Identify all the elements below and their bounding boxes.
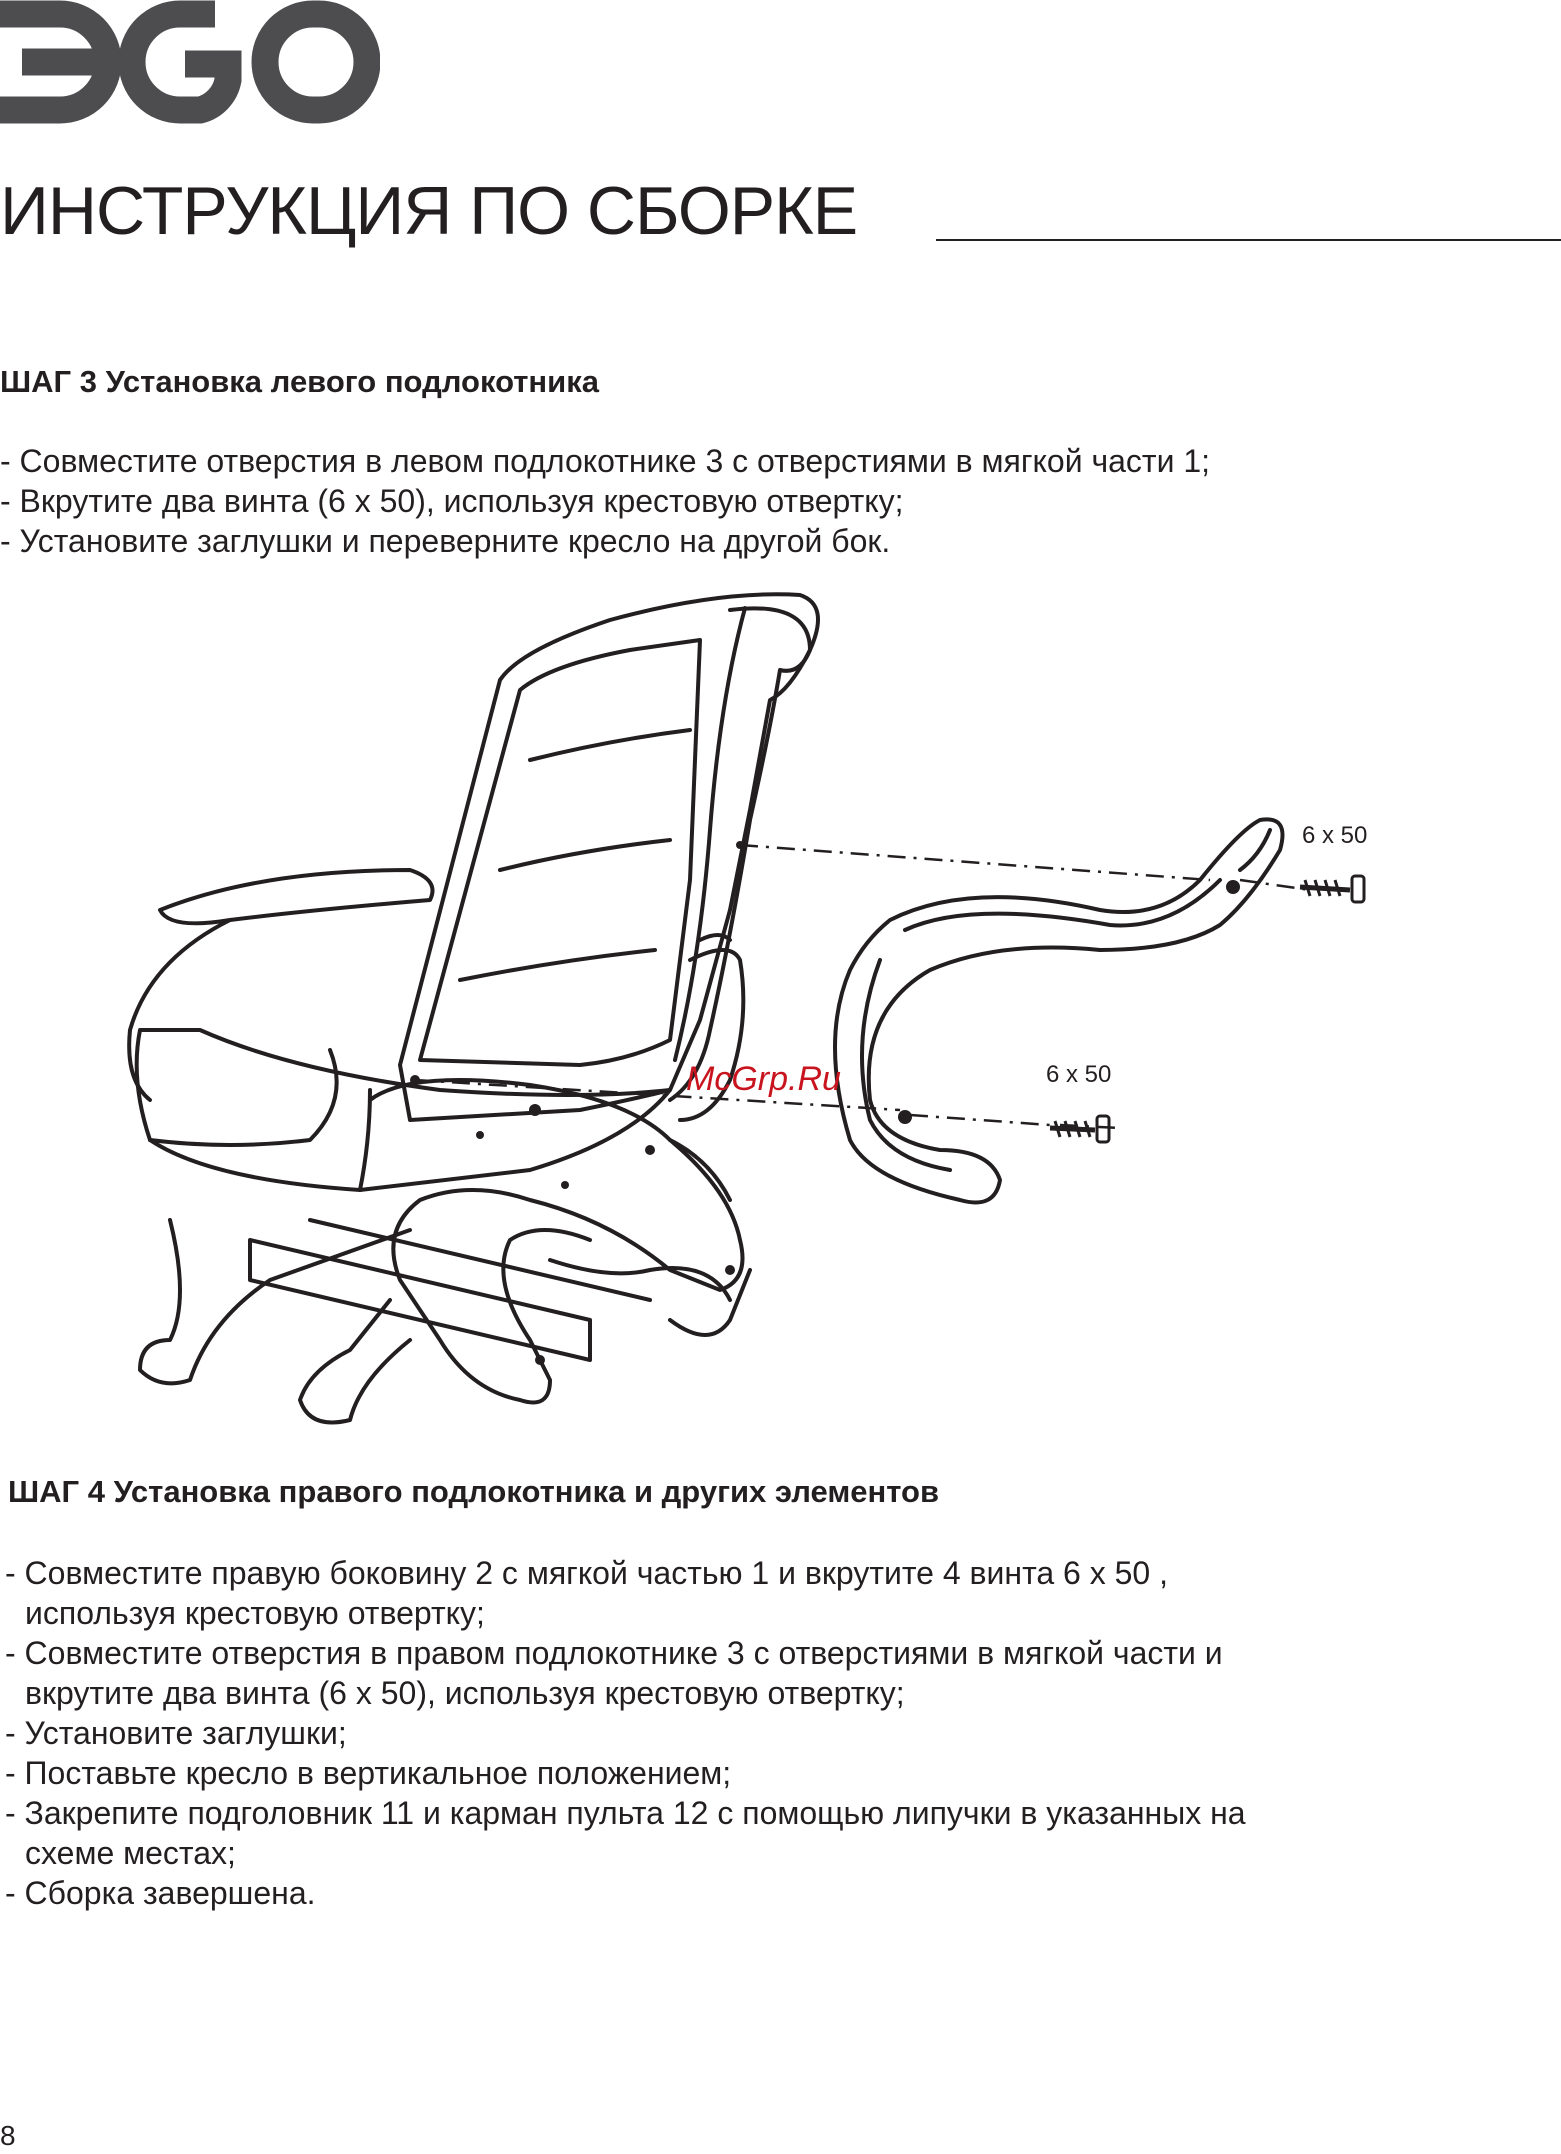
screw-top (1300, 876, 1364, 902)
screw-bottom (1050, 1116, 1109, 1142)
page-title: ИНСТРУКЦИЯ ПО СБОРКЕ (0, 173, 858, 249)
detached-armrest (835, 819, 1283, 1202)
step4-line: - Закрепите подголовник 11 и карман пульта 12 с помощью липучки в указанных на (5, 1795, 1246, 1831)
page-number: 8 (0, 2120, 16, 2151)
screw-size-label: 6 x 50 (1046, 1061, 1112, 1088)
step4-line: схеме местах; (25, 1835, 236, 1871)
chair-side-frame (370, 1080, 743, 1403)
step3-line: - Вкрутите два винта (6 х 50), используя крестовую отвертку; (0, 483, 904, 519)
step4-line: используя крестовую отвертку; (25, 1595, 485, 1631)
step4-line: - Совместите правую боковину 2 с мягкой частью 1 и вкрутите 4 винта 6 х 50 , (5, 1555, 1168, 1591)
step4-heading: ШАГ 4 Установка правого подлокотника и других элементов (8, 1474, 940, 1509)
chair-assembly-illustration (110, 580, 1410, 1430)
step4-line: - Поставьте кресло в вертикальное положением; (5, 1755, 732, 1791)
step3-line: - Установите заглушки и переверните кресло на другой бок. (0, 523, 891, 559)
step3-line: - Совместите отверстия в левом подлокотнике 3 с отверстиями в мягкой части 1; (0, 443, 1211, 479)
step4-instructions (5, 1553, 1246, 1913)
screw-size-label: 6 x 50 (1302, 822, 1368, 849)
chair-left-armrest (160, 870, 433, 923)
step4-line: - Сборка завершена. (5, 1875, 316, 1911)
step3-heading: ШАГ 3 Установка левого подлокотника (0, 364, 599, 399)
step4-line: - Совместите отверстия в правом подлокотнике 3 с отверстиями в мягкой части и (5, 1635, 1223, 1671)
step3-instructions (0, 441, 1210, 561)
watermark: McGrp.Ru (686, 1060, 841, 1098)
title-divider (936, 239, 1561, 241)
step4-line: - Установите заглушки; (5, 1715, 347, 1751)
chair-backrest (400, 594, 818, 1120)
step4-line: вкрутите два винта (6 х 50), используя крестовую отвертку; (25, 1675, 905, 1711)
ego-logo (0, 0, 380, 125)
